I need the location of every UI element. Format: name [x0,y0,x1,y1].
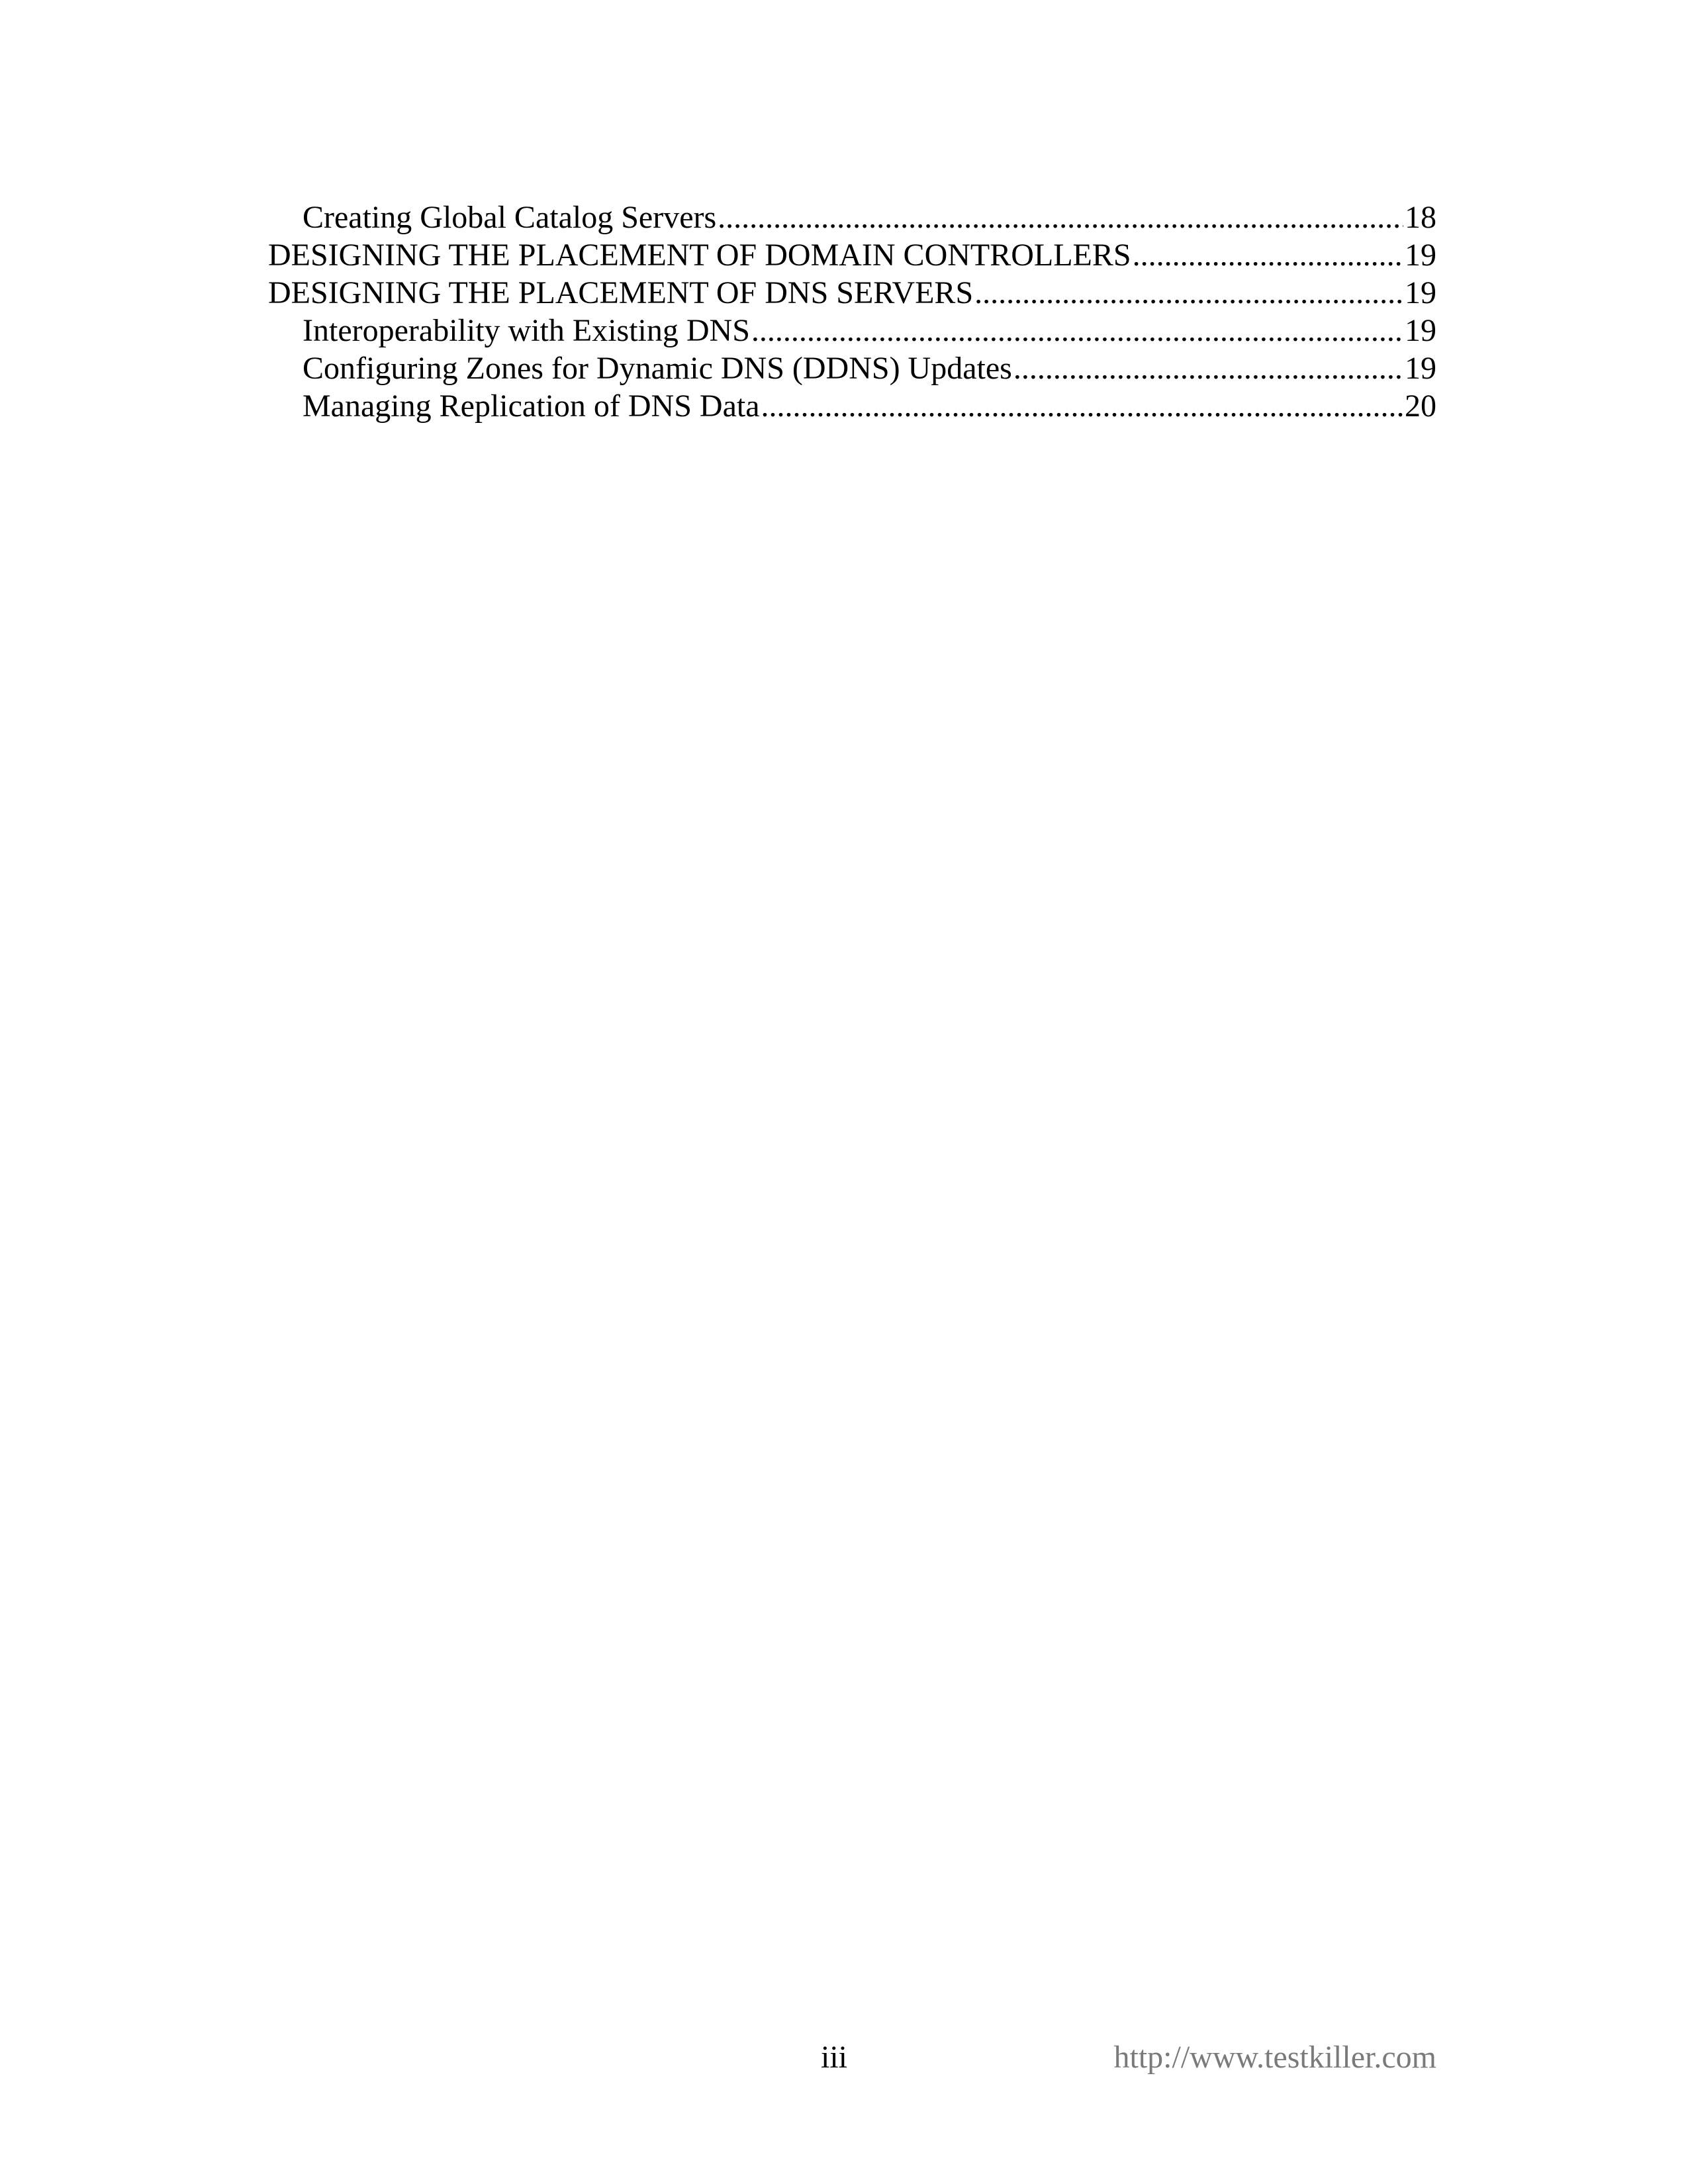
toc-dot-leader [751,312,1403,349]
toc-entry-page: 19 [1405,313,1436,348]
toc-entry-page: 19 [1405,351,1436,386]
toc-entry-label: DESIGNING THE PLACEMENT OF DOMAIN CONTROLLERS [268,238,1131,273]
toc-entry[interactable] [268,274,1436,312]
toc-entry-label: Managing Replication of DNS Data [303,388,760,424]
toc-entry-label: Creating Global Catalog Servers [303,200,717,235]
toc-entry[interactable] [268,199,1436,236]
toc-entry-page: 19 [1405,275,1436,310]
toc-entry-page: 19 [1405,238,1436,273]
toc-entry[interactable] [268,312,1436,349]
toc-entry[interactable] [268,349,1436,387]
toc-entry-page: 20 [1405,388,1436,424]
footer-page-number: iii [821,2040,848,2075]
toc-dot-leader [974,274,1403,312]
toc-entry-label: Interoperability with Existing DNS [303,313,750,348]
toc-dot-leader [1133,236,1403,274]
toc-dot-leader [1013,349,1403,387]
toc-entry[interactable] [268,387,1436,425]
toc-entry-page: 18 [1405,200,1436,235]
toc-dot-leader [761,387,1403,425]
toc-entry-label: DESIGNING THE PLACEMENT OF DNS SERVERS [268,275,974,310]
toc-entry[interactable] [268,236,1436,274]
table-of-contents [268,199,1436,425]
footer-url[interactable]: http://www.testkiller.com [1113,2040,1436,2075]
toc-entry-label: Configuring Zones for Dynamic DNS (DDNS) Updates [303,351,1012,386]
toc-dot-leader [718,199,1403,236]
